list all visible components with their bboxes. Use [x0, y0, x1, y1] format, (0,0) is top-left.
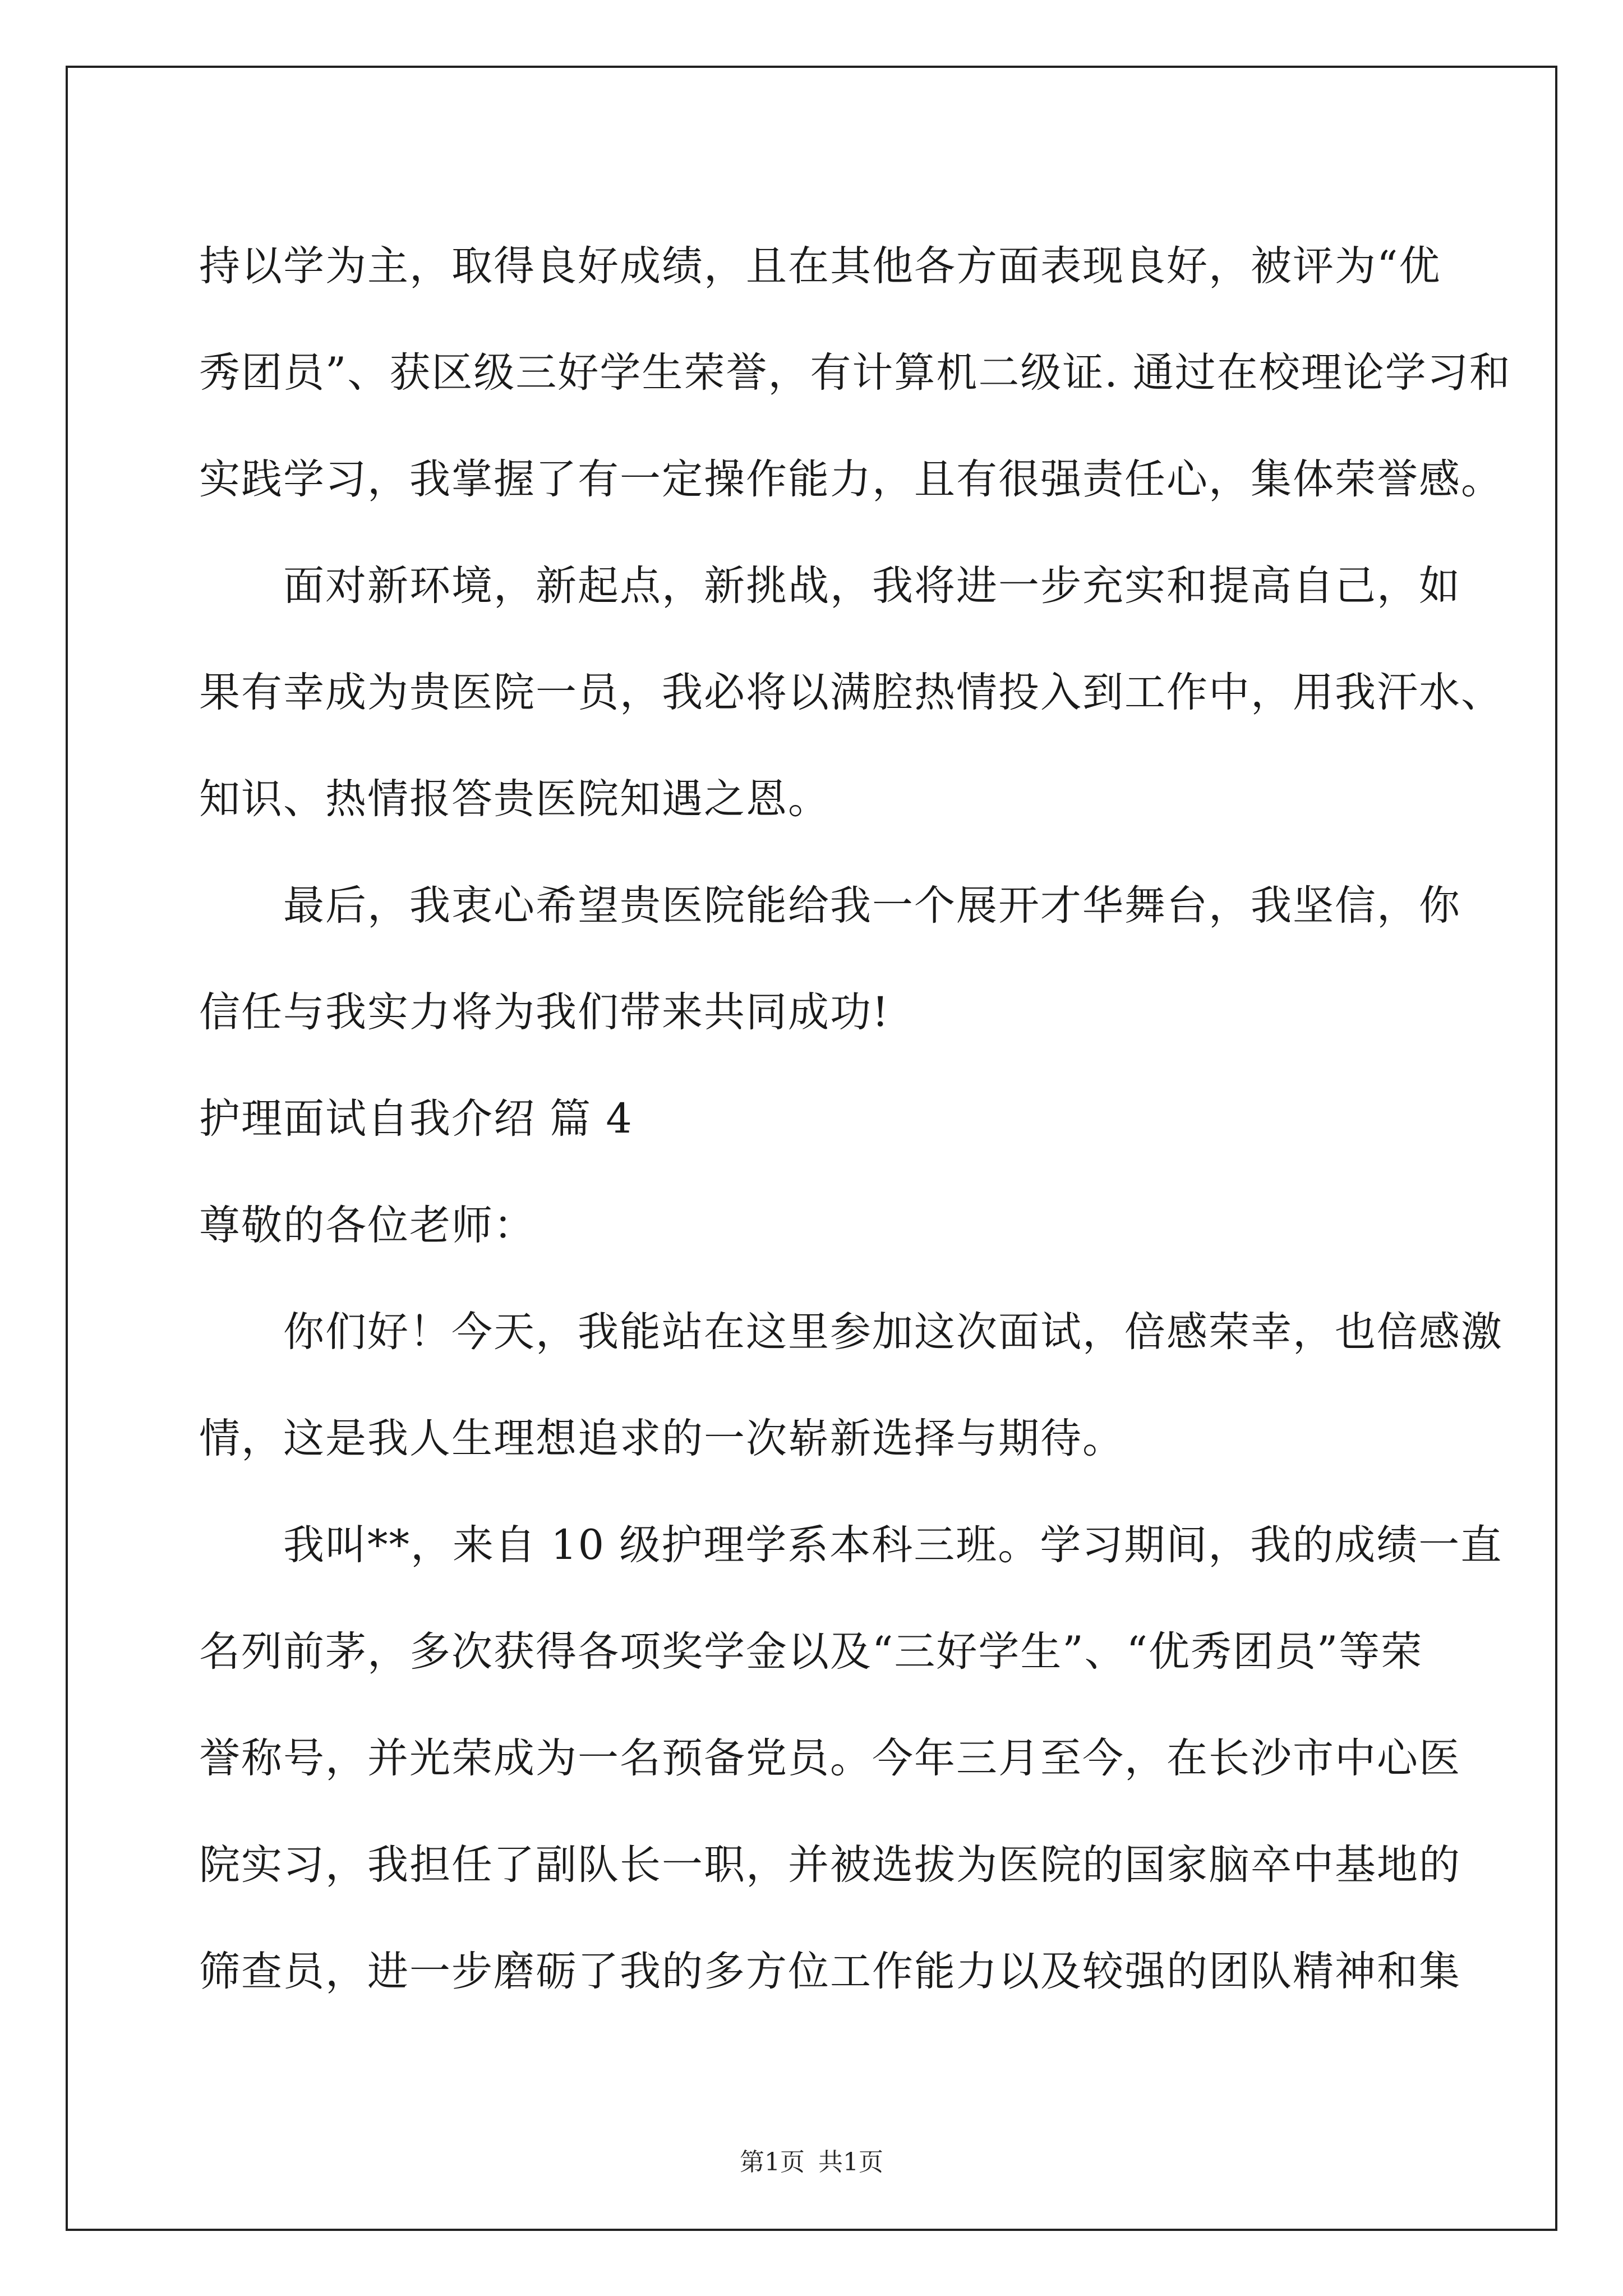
page-total: 共1页 — [818, 2148, 883, 2177]
document-body — [199, 213, 1511, 2025]
body-line: 信任与我实力将为我们带来共同成功! — [199, 988, 890, 1036]
body-line: 实践学习，我掌握了有一定操作能力，且有很强责任心，集体荣誉感。 — [199, 455, 1503, 503]
body-line: 名列前茅，多次获得各项奖学金以及“三好学生”、“优秀团员”等荣 — [199, 1628, 1423, 1676]
body-line: 院实习，我担任了副队长一职，并被选拔为医院的国家脑卒中基地的 — [199, 1841, 1461, 1889]
salutation: 尊敬的各位老师： — [199, 1202, 536, 1249]
page-footer — [0, 2142, 1623, 2178]
body-line: 持以学为主，取得良好成绩，且在其他各方面表现良好，被评为“优 — [199, 242, 1441, 290]
paragraph-start-line: 面对新环境，新起点，新挑战，我将进一步充实和提高自己，如 — [283, 562, 1461, 610]
paragraph-start-line: 我叫**，来自 10 级护理学系本科三班。学习期间，我的成绩一直 — [283, 1521, 1503, 1569]
body-line: 秀团员”、获区级三好学生荣誉，有计算机二级证. 通过在校理论学习和 — [199, 349, 1511, 397]
paragraph-start-line: 你们好！今天，我能站在这里参加这次面试，倍感荣幸，也倍感激 — [283, 1308, 1503, 1356]
section-heading: 护理面试自我介绍 篇 4 — [199, 1095, 633, 1143]
body-line: 情，这是我人生理想追求的一次崭新选择与期待。 — [199, 1415, 1124, 1462]
body-line: 果有幸成为贵医院一员，我必将以满腔热情投入到工作中，用我汗水、 — [199, 669, 1503, 716]
paragraph-start-line: 最后，我衷心希望贵医院能给我一个展开才华舞台，我坚信，你 — [283, 882, 1461, 930]
body-line: 知识、热情报答贵医院知遇之恩。 — [199, 775, 830, 823]
page-number: 第1页 — [740, 2148, 805, 2177]
body-line: 誉称号，并光荣成为一名预备党员。今年三月至今，在长沙市中心医 — [199, 1734, 1461, 1782]
body-line: 筛查员，进一步磨砺了我的多方位工作能力以及较强的团队精神和集 — [199, 1948, 1461, 1995]
